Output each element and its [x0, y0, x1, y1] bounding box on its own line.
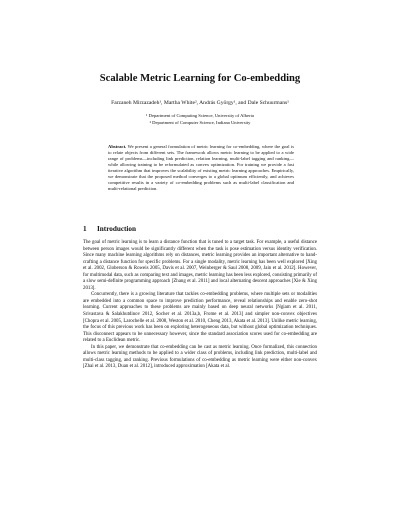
paper-title: Scalable Metric Learning for Co-embedding: [99, 73, 301, 84]
affiliation-1: ¹ Department of Computing Science, University of Alberta: [146, 113, 254, 118]
intro-paragraph-1: The goal of metric learning is to learn a distance function that is tuned to a target task. For example, a useful distance between person images would be significantly different when the task is pose estimation versus identity verification. Since many machine learning algorithms rely on distances, metric learning provides an important alternative to hand-crafting a distance function for specific problems. For a single modality, metric learning has been well explored [Xing et al. 2002, Globerson & Roweis 2005, Davis et al. 2007, Weinberger & Saul 2008, 2009, Jain et al. 2012]. However, for multimodal data, such as comparing text and images, metric learning has been less explored, consisting primarily of a slow semi-definite programming approach [Zhang et al. 2011] and local alternating descent approaches [Xie & Xing 2013].: [83, 240, 317, 291]
section-heading: [83, 225, 136, 233]
abstract: [108, 144, 294, 192]
affiliation-2: ² Department of Computer Science, Indiana University: [149, 120, 251, 125]
intro-paragraph-3: In this paper, we demonstrate that co-embedding can be cast as metric learning. Once formalized, this connection allows metric learning methods to be applied to a wider class of problems, including link prediction, multi-label and multi-class tagging, and ranking. Previous formulations of co-embedding as metric learning were either non-convex [Zhai et al. 2013, Duan et al. 2012], introduced approximation [Akata et al.: [83, 344, 317, 370]
paper-authors: Farzaneh Mirzazadeh¹, Martha White², András György¹, and Dale Schuurmans¹: [111, 100, 289, 106]
abstract-text: We present a general formulation of metric learning for co-embedding, where the goal is to relate objects from different sets. The framework allows metric learning to be applied to a wide range of problems—including link prediction, relation learning, multi-label tagging and ranking—while allowing training to be reformulated as convex optimization. For training we provide a fast iterative algorithm that improves the scalability of existing metric learning approaches. Empirically, we demonstrate that the proposed method converges to a global optimum efficiently, and achieves competitive results in a variety of co-embedding problems such as multi-label classification and multi-relational prediction.: [108, 144, 294, 191]
intro-body: [83, 240, 317, 371]
intro-paragraph-2: Concurrently, there is a growing literature that tackles co-embedding problems, where multiple sets or modalities are embedded into a common space to improve prediction performance, reveal relationships and enable zero-shot learning. Current approaches to these problems are mainly based on deep neural networks [Ngiam et al. 2011, Srivastava & Salakhutdinov 2012, Socher et al. 2013a,b, Frome et al. 2013] and simpler non-convex objectives [Chopra et al. 2005, Larochelle et al. 2008, Weston et al. 2010, Cheng 2013, Akata et al. 2013]. Unlike metric learning, the focus of this previous work has been on exploring heterogeneous data, but without global optimization techniques. This disconnect appears to be unnecessary however, since the standard association scores used for co-embedding are related to a Euclidean metric.: [83, 292, 317, 344]
section-title: Introduction: [97, 225, 137, 233]
abstract-label: Abstract.: [108, 144, 127, 149]
section-number: 1: [83, 225, 87, 233]
